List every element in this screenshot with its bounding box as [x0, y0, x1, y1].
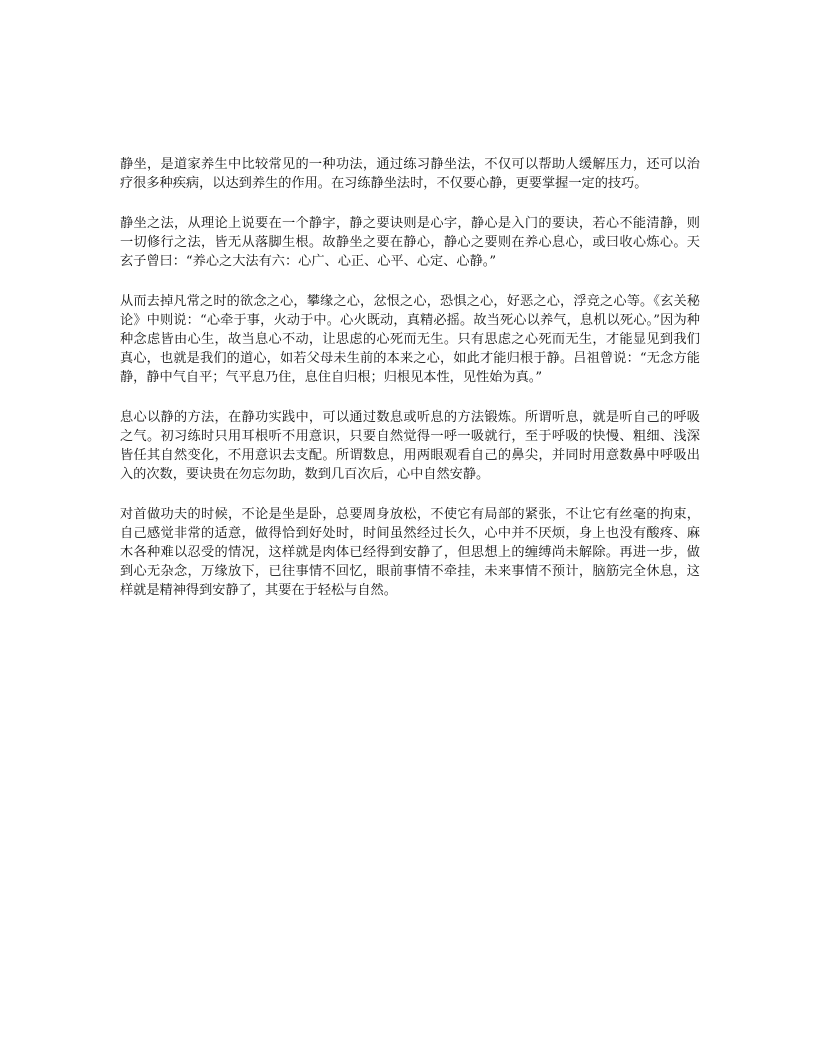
paragraph-intro: 静坐，是道家养生中比较常见的一种功法，通过练习静坐法，不仅可以帮助人缓解压力，还可以治疗很多种疾病，以达到养生的作用。在习练静坐法时，不仅要心静，更要掌握一定的技巧。 — [120, 157, 700, 191]
paragraph-breathing-method: 息心以静的方法，在静功实践中，可以通过数息或听息的方法锻炼。所谓听息，就是听自己的呼吸之气。初习练时只用耳根听不用意识，只要自然觉得一呼一吸就行，至于呼吸的快慢、粗细、浅深皆任其自然变化，不用意识去支配。所谓数息，用两眼观看自己的鼻尖，并同时用意数鼻中呼吸出入的次数，要诀贵在勿忘勿助，数到几百次后，心中自然安静。 — [120, 410, 700, 482]
paragraph-jingzuo-method: 静坐之法，从理论上说要在一个静字，静之要诀则是心字，静心是入门的要诀，若心不能清静，则一切修行之法，皆无从落脚生根。故静坐之要在静心，静心之要则在养心息心，或曰收心炼心。天玄子曾曰：“养心之大法有六：心广、心正、心平、心定、心静。” — [120, 216, 700, 269]
paragraph-remove-desires: 从而去掉凡常之时的欲念之心，攀缘之心，忿恨之心，恐惧之心，好恶之心，浮竞之心等。《玄关秘论》中则说：“心牵于事，火动于中。心火既动，真精必摇。故当死心以养气，息机以死心。”因为种种念虑皆由心生，故当息心不动，让思虑的心死而无生。只有思虑之心死而无生，才能显见到我们真心，也就是我们的道心，如若父母未生前的本来之心，如此才能归根于静。吕祖曾说：“无念方能静，静中气自平；气平息乃住，息住自归根；归根见本性，见性始为真。” — [120, 294, 700, 385]
paragraph-relaxation: 对首做功夫的时候，不论是坐是卧，总要周身放松，不使它有局部的紧张，不让它有丝毫的拘束，自己感觉非常的适意，做得恰到好处时，时间虽然经过长久，心中并不厌烦，身上也没有酸疼、麻木各种难以忍受的情况，这样就是肉体已经得到安静了，但思想上的缠缚尚未解除。再进一步，做到心无杂念，万缘放下，已往事情不回忆，眼前事情不牵挂，未来事情不预计，脑筋完全休息，这样就是精神得到安静了，其要在于轻松与自然。 — [120, 507, 700, 598]
document-body — [120, 155, 700, 621]
